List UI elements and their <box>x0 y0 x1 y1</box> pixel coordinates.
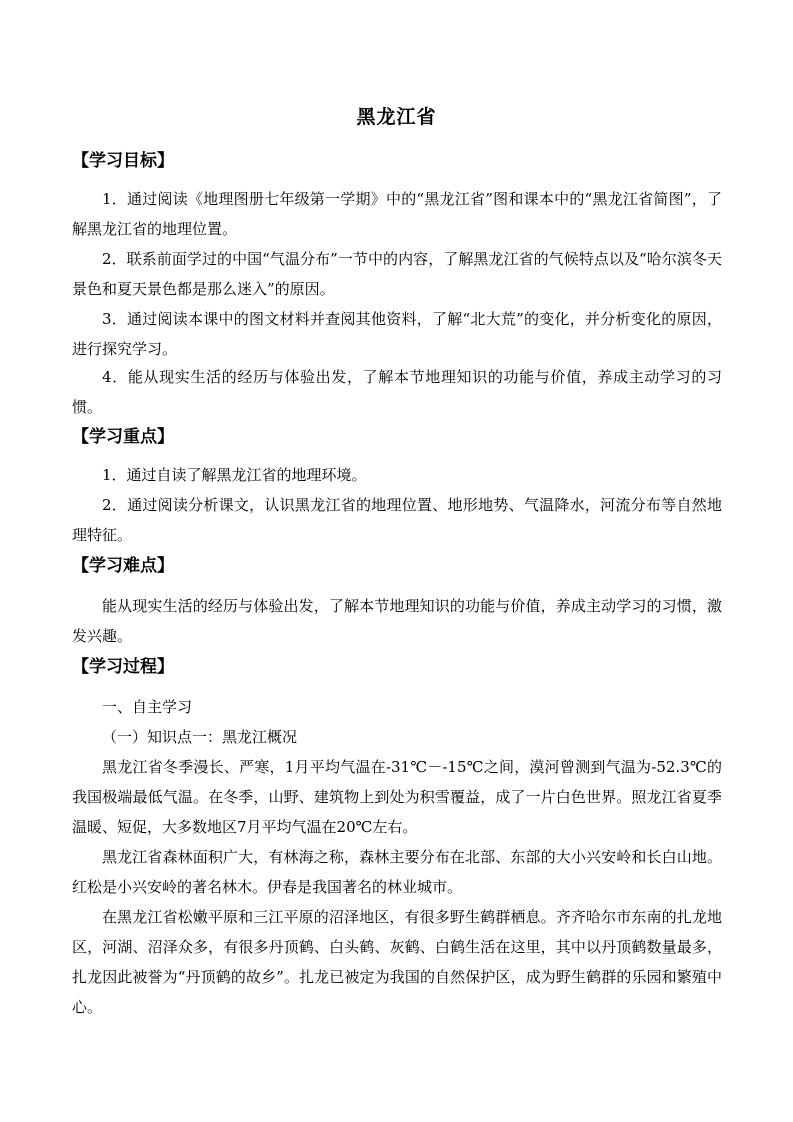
key-point-item-1: 1．通过自读了解黑龙江省的地理环境。 <box>102 466 367 484</box>
objective-item-4: 4．能从现实生活的经历与体验出发，了解本节地理知识的功能与价值，养成主动学习的习惯。 <box>72 368 722 416</box>
process-part-title: 一、自主学习 <box>102 698 193 716</box>
objective-item-1: 1．通过阅读《地理图册七年级第一学期》中的“黑龙江省”图和课本中的“黑龙江省简图”，了解黑龙江省的地理位置。 <box>72 190 722 238</box>
heading-process: 【学习过程】 <box>72 657 174 677</box>
process-paragraph-2: 黑龙江省森林面积广大，有林海之称，森林主要分布在北部、东部的大小兴安岭和长白山地。红松是小兴安岭的著名林木。伊春是我国著名的林业城市。 <box>72 848 722 896</box>
heading-objectives: 【学习目标】 <box>72 151 174 171</box>
key-point-item-2: 2．通过阅读分析课文，认识黑龙江省的地理位置、地形地势、气温降水，河流分布等自然地理特征。 <box>72 496 722 544</box>
process-paragraph-1: 黑龙江省冬季漫长、严寒，1月平均气温在-31℃－-15℃之间，漠河曾测到气温为-52.3℃的我国极端最低气温。在冬季，山野、建筑物上到处为积雪覆益，成了一片白色世界。照龙江省夏季温暖、短促，大多数地区7月平均气温在20℃左右。 <box>72 758 722 836</box>
process-subpart-title: （一）知识点一：黑龙江概况 <box>102 728 298 746</box>
difficulty-item-1: 能从现实生活的经历与体验出发，了解本节地理知识的功能与价值，养成主动学习的习惯，激发兴趣。 <box>72 597 722 645</box>
objective-item-3: 3．通过阅读本课中的图文材料并查阅其他资料，了解“北大荒”的变化，并分析变化的原因，进行探究学习。 <box>72 310 722 358</box>
heading-key-points: 【学习重点】 <box>72 427 174 447</box>
objective-item-2: 2．联系前面学过的中国“气温分布”一节中的内容，了解黑龙江省的气候特点以及“哈尔滨冬天景色和夏天景色都是那么迷入”的原因。 <box>72 250 722 298</box>
process-paragraph-3: 在黑龙江省松嫩平原和三江平原的沼泽地区，有很多野生鹤群栖息。齐齐哈尔市东南的扎龙地区，河湖、沼泽众多，有很多丹顶鹤、白头鹤、灰鹤、白鹤生活在这里，其中以丹顶鹤数量最多，扎龙因此被誉为“丹顶鹤的故乡”。扎龙已被定为我国的自然保护区，成为野生鹤群的乐园和繁殖中心。 <box>72 908 722 1016</box>
document-title: 黑龙江省 <box>356 106 437 128</box>
heading-difficulties: 【学习难点】 <box>72 556 174 576</box>
